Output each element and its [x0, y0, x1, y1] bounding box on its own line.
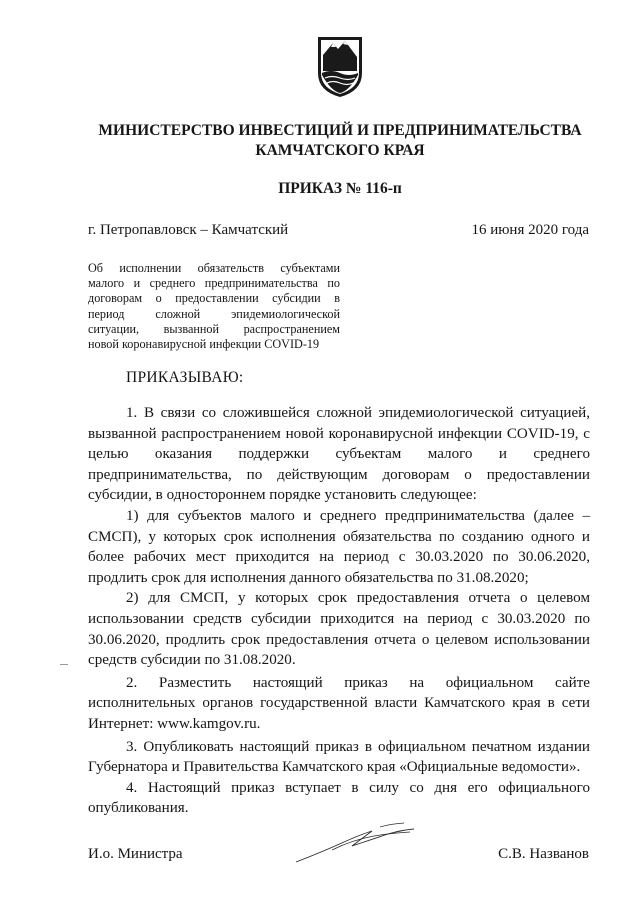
order-subject	[88, 261, 340, 352]
subject-line: ситуации, вызванной распространением	[88, 321, 340, 336]
signatory-name: С.В. Названов	[498, 846, 589, 862]
subject-line: Об исполнении обязательств субъектами	[88, 261, 340, 275]
handwritten-signature	[292, 818, 427, 868]
paragraph-1-2: 2) для СМСП, у которых срок предоставления отчета о целевом использовании средств субсидии приходится на период с 30.03.2020 по 30.06.2020, продлить срок предоставления отчета о целевом использовании средств субсидии по 31.08.2020.	[88, 590, 590, 669]
order-title: ПРИКАЗ № 116-п	[278, 180, 402, 197]
paragraph-1-1: 1) для субъектов малого и среднего предпринимательства (далее – СМСП), у которых срок исполнения обязательства по созданию одного и более рабочих мест приходится на период с 30.03.2020 по 30.06.2020, продлить срок для исполнения данного обязательства по 31.08.2020;	[88, 507, 590, 586]
ministry-name-line1: МИНИСТЕРСТВО ИНВЕСТИЦИЙ И ПРЕДПРИНИМАТЕЛЬСТВА	[98, 122, 582, 139]
paragraph-1: 1. В связи со сложившейся сложной эпидемиологической ситуацией, вызванной распространением новой коронавирусной инфекции COVID-19, с целью оказания поддержки субъектам малого и среднего предпринимательства, по действующим договорам о предоставлении субсидии, в одностороннем порядке установить следующее:	[88, 405, 590, 504]
signatory-role: И.о. Министра	[88, 846, 183, 862]
order-date: 16 июня 2020 года	[471, 222, 589, 238]
subject-line: договорам о предоставлении субсидии в	[88, 291, 340, 306]
paragraph-2: 2. Разместить настоящий приказ на официальном сайте исполнительных органов государственной власти Камчатского края в сети Интернет: www.kamgov.ru.	[88, 674, 590, 732]
decree-heading: ПРИКАЗЫВАЮ:	[126, 369, 244, 386]
subject-line: период сложной эпидемиологической	[88, 306, 340, 321]
margin-mark	[60, 664, 68, 665]
subject-line: малого и среднего предпринимательства по	[88, 276, 340, 291]
kamchatka-emblem-icon	[315, 35, 365, 99]
ministry-name-line2: КАМЧАТСКОГО КРАЯ	[255, 142, 425, 159]
paragraph-4: 4. Настоящий приказ вступает в силу со дня его официального опубликования.	[88, 779, 590, 817]
order-place: г. Петропавловск – Камчатский	[88, 222, 289, 238]
paragraph-3: 3. Опубликовать настоящий приказ в официальном печатном издании Губернатора и Правительства Камчатского края «Официальные ведомости».	[88, 738, 590, 776]
order-body	[88, 403, 590, 819]
subject-line: новой коронавирусной инфекции COVID-19	[88, 336, 320, 351]
